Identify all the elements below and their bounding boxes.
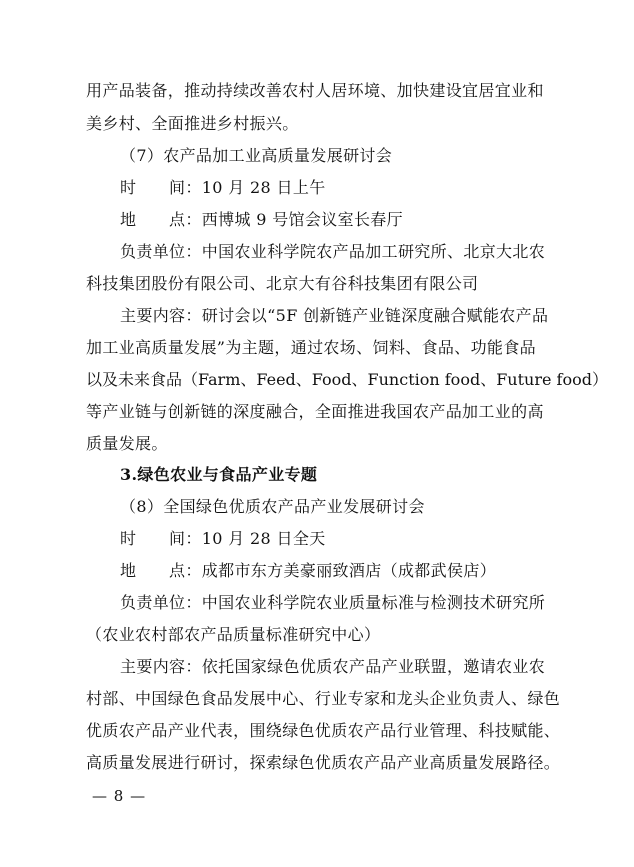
text-line: 用产品装备，推动持续改善农村人居环境、加快建设宜居宜业和 (86, 81, 544, 100)
text-line: 加工业高质量发展”为主题，通过农场、饲料、食品、功能食品 (86, 338, 536, 357)
section-heading: （8）全国绿色优质农产品产业发展研讨会 (120, 497, 425, 516)
main-content-line: 主要内容：研讨会以“5F 创新链产业链深度融合赋能农产品 (120, 306, 549, 325)
responsible-unit-line: 负责单位：中国农业科学院农产品加工研究所、北京大北农 (120, 242, 546, 261)
text-line: 质量发展。 (86, 434, 168, 453)
page-number: — 8 — (92, 787, 147, 805)
text-line: 村部、中国绿色食品发展中心、行业专家和龙头企业负责人、绿色 (86, 689, 561, 708)
text-line: 优质农产品产业代表，围绕绿色优质农产品行业管理、科技赋能、 (86, 721, 561, 740)
text-line: 美乡村、全面推进乡村振兴。 (86, 114, 299, 133)
text-line: （农业农村部农产品质量标准研究中心） (86, 625, 381, 644)
time-line: 时 间：10 月 28 日全天 (120, 529, 326, 548)
text-line: 科技集团股份有限公司、北京大有谷科技集团有限公司 (86, 274, 479, 293)
main-content-line: 主要内容：依托国家绿色优质农产品产业联盟，邀请农业农 (120, 657, 546, 676)
location-line: 地 点：成都市东方美豪丽致酒店（成都武侯店） (120, 561, 497, 580)
text-line: 以及未来食品（Farm、Feed、Food、Function food、Future food） (86, 370, 608, 389)
text-line: 等产业链与创新链的深度融合，全面推进我国农产品加工业的高 (86, 402, 544, 421)
location-line: 地 点：西博城 9 号馆会议室长春厅 (120, 210, 404, 229)
responsible-unit-line: 负责单位：中国农业科学院农业质量标准与检测技术研究所 (120, 593, 546, 612)
topic-heading: 3.绿色农业与食品产业专题 (120, 465, 318, 484)
text-line: 高质量发展进行研讨，探索绿色优质农产品产业高质量发展路径。 (86, 753, 561, 772)
time-line: 时 间：10 月 28 日上午 (120, 178, 326, 197)
section-heading: （7）农产品加工业高质量发展研讨会 (120, 146, 393, 165)
